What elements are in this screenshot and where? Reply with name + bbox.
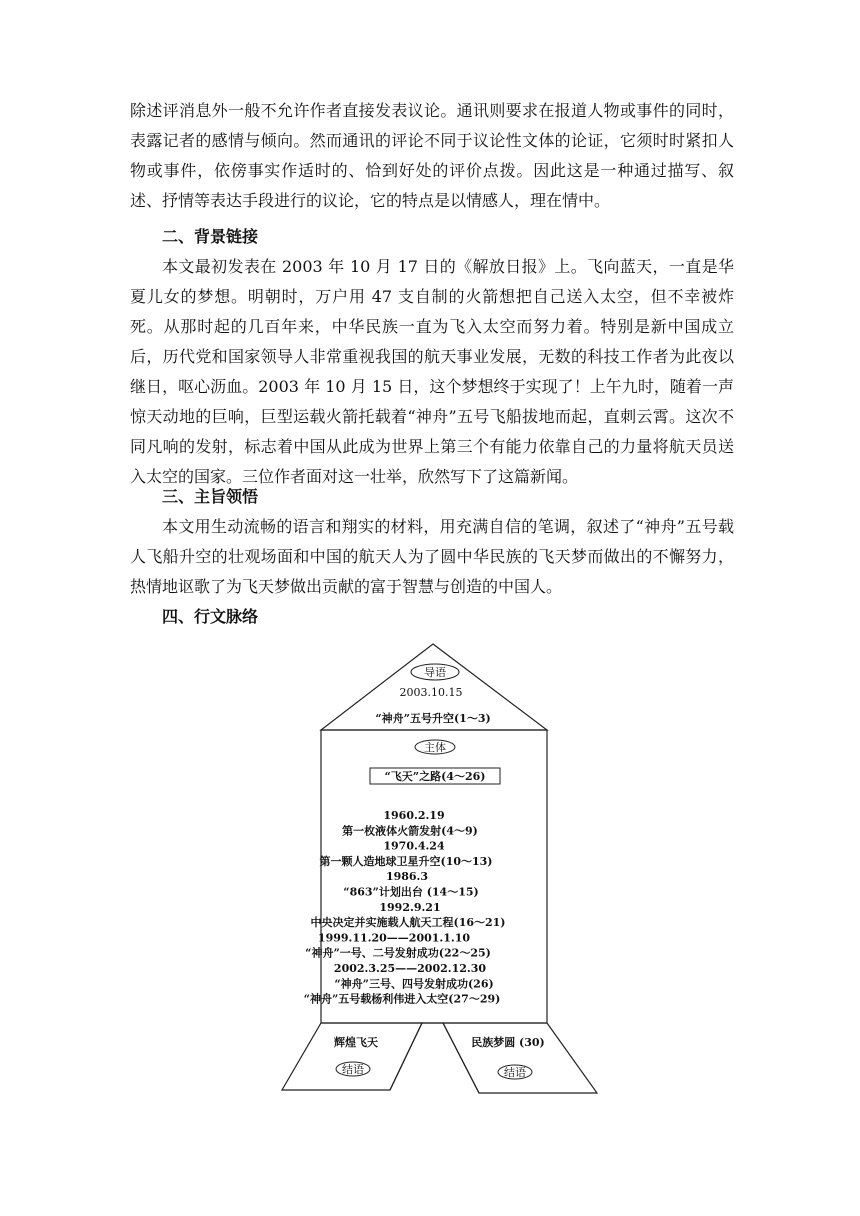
timeline-event: “神舟”五号载杨利伟进入太空(27～29)	[303, 992, 501, 1006]
leg-divider	[390, 1023, 479, 1093]
heading-structure: 四、行文脉络	[162, 607, 259, 626]
structure-diagram-svg	[280, 640, 600, 1100]
heading-background: 二、背景链接	[162, 227, 259, 246]
paragraph-background: 本文最初发表在 2003 年 10 月 17 日的《解放日报》上。飞向蓝天，一直是华夏儿女的梦想。明朝时，万户用 47 支自制的火箭想把自己送入太空，但不幸被炸死。从那时起的几百年来，中华民族一直为飞入太空而努力着。特别是新中国成立后，历代党和国家领导人非常重视我国的航天事业发展，无数的科技工作者为此夜以继日，呕心沥血。2003 年 10 月 15 日，这个梦想终于实现了！上午九时，随着一声惊天动地的巨响，巨型运载火箭托载着“神舟”五号飞船拔地而起，直刺云霄。这次不同凡响的发射，标志着中国从此成为世界上第三个有能力依靠自己的力量将航天员送入太空的国家。三位作者面对这一壮举，欣然写下了这篇新闻。	[130, 257, 734, 486]
timeline-date: 1999.11.20——2001.1.10	[317, 931, 471, 945]
timeline-event: 第一枚液体火箭发射(4～9)	[342, 824, 478, 838]
intro-event: “神舟”五号升空(1～3)	[375, 712, 491, 725]
timeline-event: 中央决定并实施载人航天工程(16～21)	[310, 916, 506, 930]
left-conclusion-label: 结语	[342, 1063, 364, 1076]
right-leg-text: 民族梦圆 (30)	[471, 1036, 545, 1049]
left-leg-shape	[282, 1023, 422, 1090]
timeline-event: 第一颗人造地球卫星升空(10～13)	[319, 854, 493, 868]
right-leg-shape	[443, 1023, 597, 1093]
left-leg-text: 辉煌飞天	[334, 1036, 378, 1049]
timeline-event: “神舟”一号、二号发射成功(22～25)	[305, 946, 491, 960]
timeline-date: 2002.3.25——2002.12.30	[333, 962, 487, 975]
body-label: 主体	[424, 741, 446, 754]
body-title: “飞天”之路(4～26)	[384, 770, 486, 783]
timeline-date: 1970.4.24	[383, 839, 445, 853]
timeline-date: 1960.2.19	[383, 809, 445, 822]
timeline-event: “神舟”三号、四号发射成功(26)	[334, 977, 494, 991]
heading-theme: 三、主旨领悟	[162, 487, 259, 506]
timeline-date: 1986.3	[385, 870, 429, 884]
structure-diagram	[280, 640, 600, 1100]
intro-label: 导语	[424, 666, 446, 679]
paragraph-theme: 本文用生动流畅的语言和翔实的材料，用充满自信的笔调，叙述了“神舟”五号载人飞船升空的壮观场面和中国的航天人为了圆中华民族的飞天梦而做出的不懈努力，热情地讴歌了为飞天梦做出贡献的富于智慧与创造的中国人。	[130, 517, 734, 596]
intro-date: 2003.10.15	[399, 686, 463, 699]
timeline-event: “863”计划出台 (14～15)	[343, 885, 479, 899]
timeline	[304, 809, 506, 1006]
paragraph-commentary: 除述评消息外一般不允许作者直接发表议论。通讯则要求在报道人物或事件的同时，表露记者的感情与倾向。然而通讯的评论不同于议论性文体的论证，它须时时紧扣人物或事件，依傍事实作适时的、恰到好处的评价点拨。因此这是一种通过描写、叙述、抒情等表达手段进行的议论，它的特点是以情感人，理在情中。	[130, 101, 734, 210]
timeline-date: 1992.9.21	[379, 900, 441, 914]
right-conclusion-label: 结语	[504, 1066, 526, 1079]
